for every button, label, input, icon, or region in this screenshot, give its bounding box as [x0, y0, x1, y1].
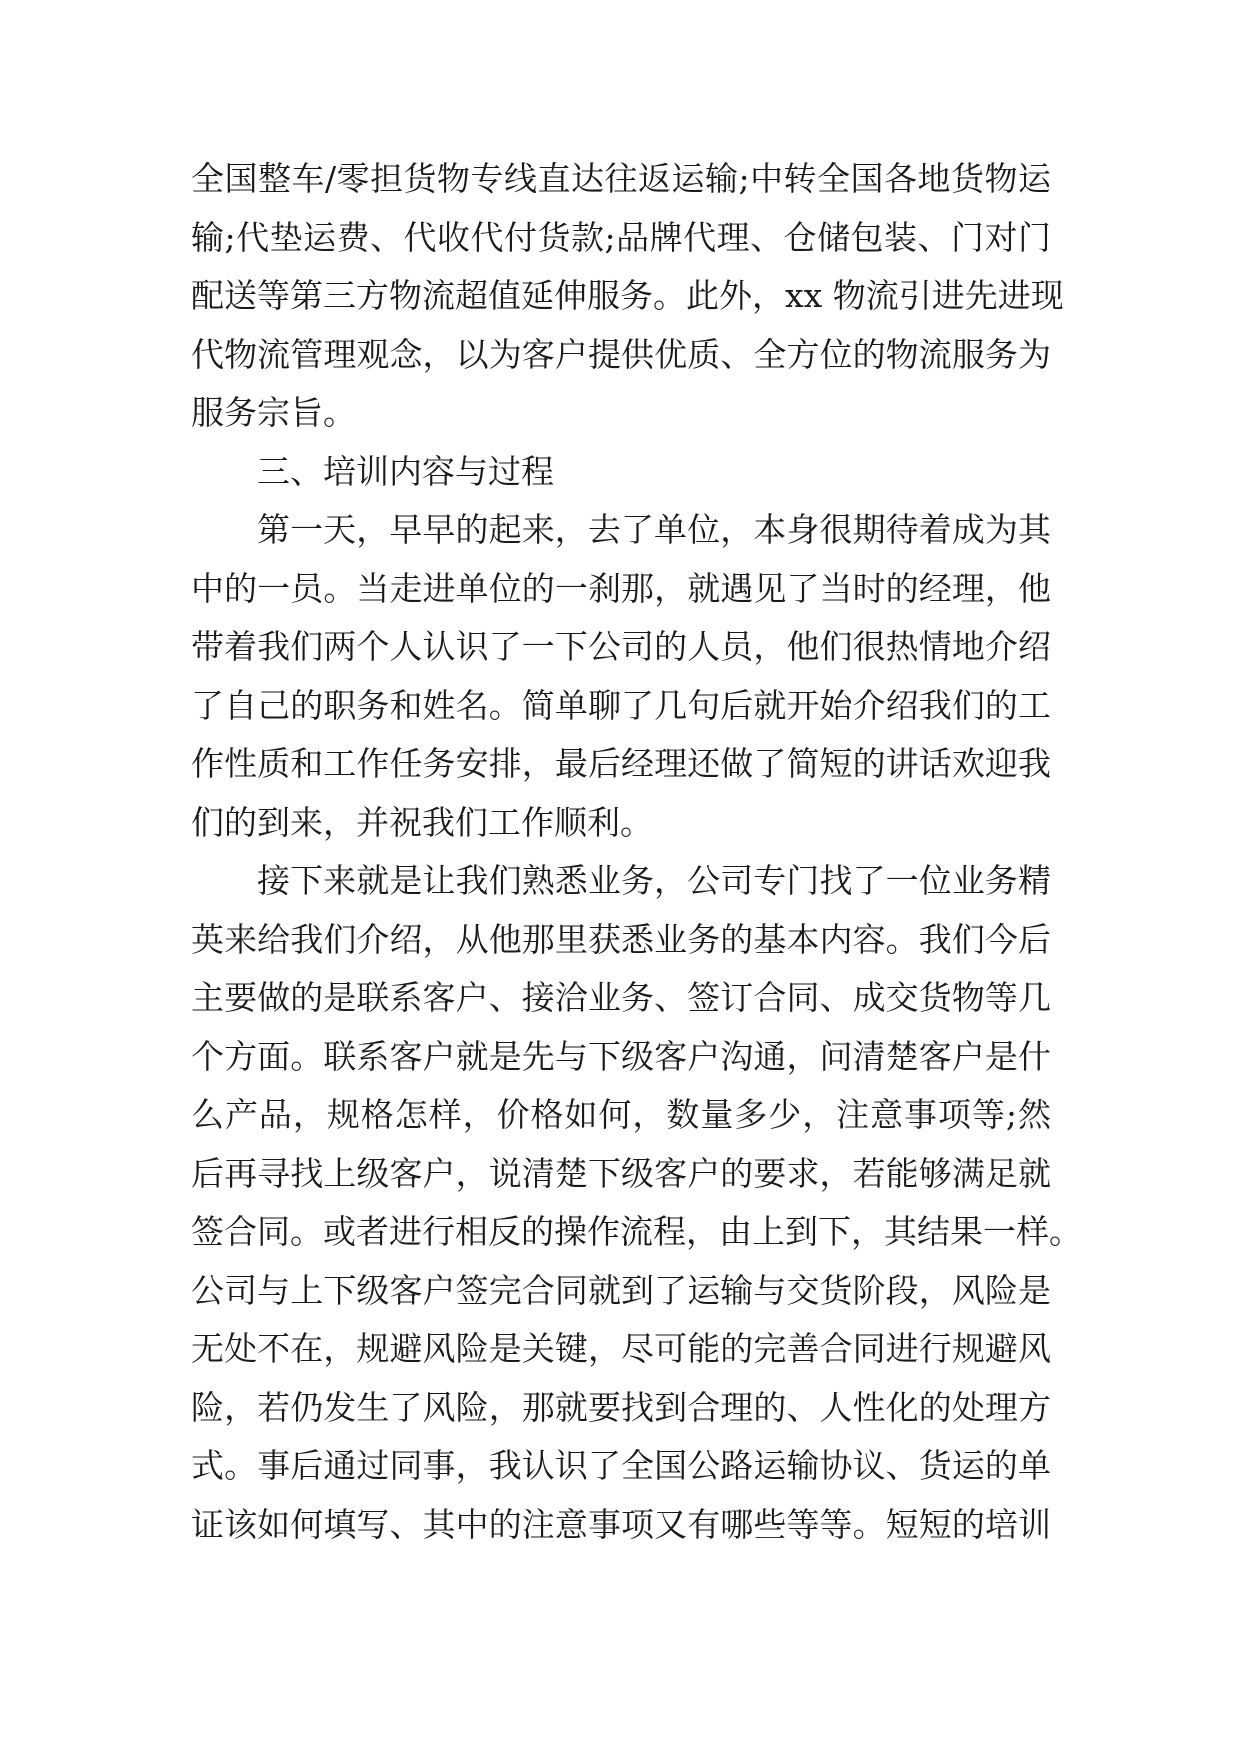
text-line: 接下来就是让我们熟悉业务，公司专门找了一位业务精: [257, 861, 1051, 900]
text-line: 证该如何填写、其中的注意事项又有哪些等等。短短的培训: [191, 1504, 1051, 1544]
text-line: 作性质和工作任务安排，最后经理还做了简短的讲话欢迎我: [191, 744, 1051, 783]
text-line: 式。事后通过同事，我认识了全国公路运输协议、货运的单: [191, 1446, 1051, 1485]
text-line: 代物流管理观念，以为客户提供优质、全方位的物流服务为: [191, 334, 1051, 374]
text-line: 配送等第三方物流超值延伸服务。此外，xx 物流引进先进现: [191, 276, 1064, 315]
paragraph-business-training: [191, 852, 1082, 1554]
text-line: 服务宗旨。: [191, 393, 356, 432]
text-line: 输;代垫运费、代收代付货款;品牌代理、仓储包装、门对门: [191, 217, 1051, 257]
paragraph-first-day: [191, 501, 1051, 852]
text-line: 第一天，早早的起来，去了单位，本身很期待着成为其: [257, 510, 1051, 549]
text-line: 英来给我们介绍，从他那里获悉业务的基本内容。我们今后: [191, 919, 1051, 959]
paragraph-company-services: [191, 150, 1064, 443]
text-line: 么产品，规格怎样，价格如何，数量多少，注意事项等;然: [191, 1095, 1051, 1134]
text-line: 全国整车/零担货物专线直达往返运输;中转全国各地货物运: [191, 159, 1051, 198]
document-body: [191, 150, 1082, 1554]
section-heading: 三、培训内容与过程: [257, 451, 554, 491]
text-line: 主要做的是联系客户、接洽业务、签订合同、成交货物等几: [191, 978, 1051, 1017]
text-line: 们的到来，并祝我们工作顺利。: [191, 802, 653, 842]
text-line: 个方面。联系客户就是先与下级客户沟通，问清楚客户是什: [191, 1036, 1051, 1076]
text-line: 签合同。或者进行相反的操作流程，由上到下，其结果一样。: [191, 1212, 1082, 1251]
text-line: 带着我们两个人认识了一下公司的人员，他们很热情地介绍: [191, 627, 1051, 666]
text-line: 中的一员。当走进单位的一刹那，就遇见了当时的经理，他: [191, 568, 1051, 608]
text-line: 无处不在，规避风险是关键，尽可能的完善合同进行规避风: [191, 1329, 1051, 1368]
text-line: 了自己的职务和姓名。简单聊了几句后就开始介绍我们的工: [191, 685, 1051, 725]
text-line: 后再寻找上级客户，说清楚下级客户的要求，若能够满足就: [191, 1153, 1051, 1193]
text-line: 险，若仍发生了风险，那就要找到合理的、人性化的处理方: [191, 1387, 1051, 1427]
text-line: 公司与上下级客户签完合同就到了运输与交货阶段，风险是: [191, 1270, 1051, 1310]
